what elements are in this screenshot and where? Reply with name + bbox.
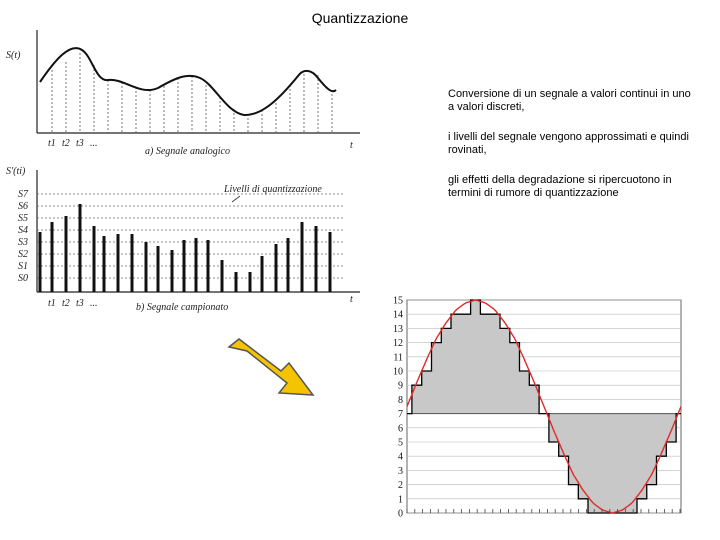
annotation-pointer <box>232 196 240 202</box>
arrow-icon <box>225 335 320 405</box>
paragraph-2: i livelli del segnale vengono approssimati e quindi rovinati, <box>448 131 689 156</box>
analog-tick-t1: t1 <box>48 138 56 149</box>
description-text <box>448 88 698 217</box>
sampled-tick-t1: t1 <box>48 298 56 309</box>
level-s2: S2 <box>18 249 28 260</box>
level-s5: S5 <box>18 213 28 224</box>
y-tick-label: 0 <box>398 508 403 520</box>
analog-x-label: t <box>350 140 353 151</box>
y-tick-label: 2 <box>398 480 403 492</box>
sampled-tick-t3: t3 <box>76 298 84 309</box>
quantization-chart <box>385 292 690 525</box>
level-s0: S0 <box>18 273 28 284</box>
quantization-level-lines <box>37 194 345 278</box>
level-s1: S1 <box>18 261 28 272</box>
y-tick-label: 8 <box>398 394 403 406</box>
sampled-tick-more: ... <box>90 298 98 309</box>
y-tick-label: 9 <box>398 380 403 392</box>
y-tick-label: 1 <box>398 494 403 506</box>
sampled-y-label: S'(ti) <box>6 166 26 177</box>
y-tick-label: 11 <box>393 352 403 364</box>
y-tick-label: 14 <box>393 309 403 321</box>
paragraph-1: Conversione di un segnale a valori continui in uno a valori discreti, <box>448 88 691 113</box>
sampled-caption: b) Segnale campionato <box>136 302 229 313</box>
paragraph-3: gli effetti della degradazione si ripercuotono in termini di rumore di quantizzazione <box>448 174 672 199</box>
arrow-shape <box>229 339 313 395</box>
sampled-tick-t2: t2 <box>62 298 70 309</box>
analog-tick-more: ... <box>90 138 98 149</box>
y-tick-label: 4 <box>398 451 403 463</box>
level-s3: S3 <box>18 237 28 248</box>
quantization-annotation: Livelli di quantizzazione <box>224 184 322 195</box>
analog-tick-t2: t2 <box>62 138 70 149</box>
analog-caption: a) Segnale analogico <box>145 146 230 157</box>
y-tick-label: 13 <box>393 323 403 335</box>
analog-tick-t3: t3 <box>76 138 84 149</box>
y-tick-label: 3 <box>398 465 403 477</box>
y-tick-label: 7 <box>398 409 403 421</box>
analog-curve <box>40 48 336 115</box>
level-s7: S7 <box>18 189 28 200</box>
sampled-x-label: t <box>350 294 353 305</box>
y-tick-label: 12 <box>393 338 403 350</box>
y-tick-label: 10 <box>393 366 403 378</box>
sample-bars <box>40 204 330 292</box>
y-tick-label: 5 <box>398 437 403 449</box>
level-s6: S6 <box>18 201 28 212</box>
analog-y-label: S(t) <box>6 50 21 61</box>
level-s4: S4 <box>18 225 28 236</box>
slide-title: Quantizzazione <box>311 10 409 26</box>
sample-dashed-lines <box>52 53 332 133</box>
sampled-signal-figure <box>0 160 380 320</box>
y-tick-label: 6 <box>398 423 403 435</box>
analog-signal-figure <box>0 20 380 160</box>
y-tick-label: 15 <box>393 295 403 307</box>
